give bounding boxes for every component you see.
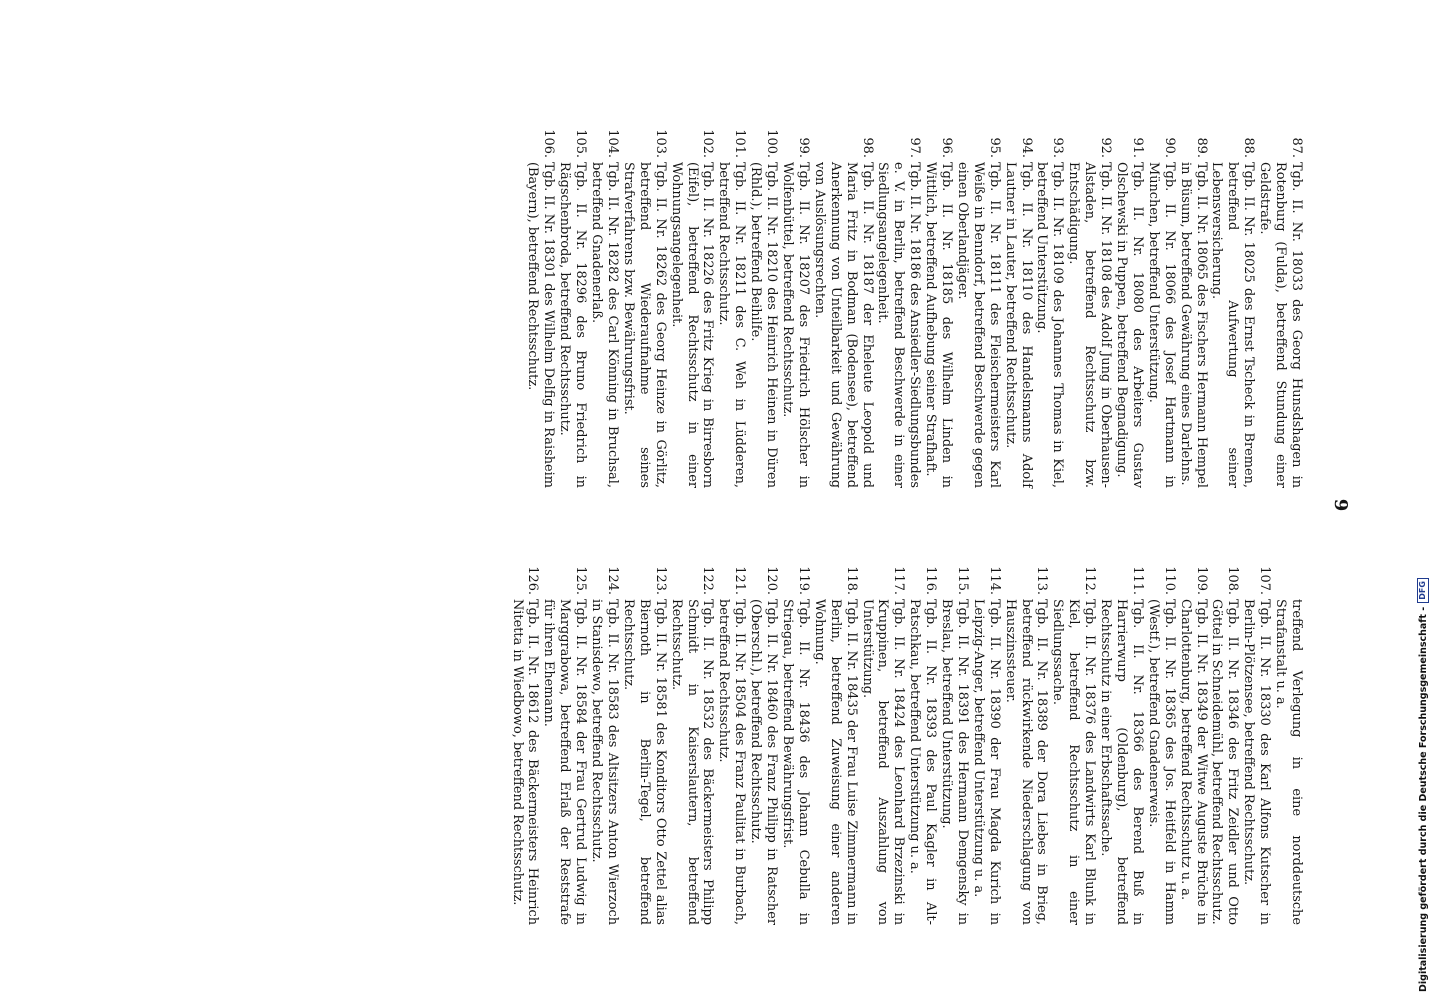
- entry-text: Tgb. II. Nr. 18109 des Johannes Thomas in Kiel, betreffend Unterstützung.: [1034, 162, 1066, 488]
- petition-entry: [922, 128, 954, 488]
- petition-entry: [715, 128, 747, 488]
- entry-number: 89.: [1193, 137, 1209, 158]
- petition-entry: [747, 128, 779, 488]
- entry-number: 115.: [954, 566, 970, 595]
- entry-text: Tgb. II. Nr. 18080 des Arbeiters Gustav Olschewski in Puppen, betreffend Begnadigung.: [1114, 162, 1145, 488]
- page-number: 9: [1330, 498, 1351, 512]
- entry-text: Tgb. II. Nr. 18025 des Ernst Tscheck in Bremen, betreffend Aufwertung seiner Lebensversicherung.: [1209, 162, 1257, 488]
- entry-number: 110.: [1161, 566, 1177, 595]
- entry-text: treffend Verlegung in eine norddeutsche Strafanstalt u. a.: [1273, 599, 1304, 925]
- petition-entry: [811, 565, 859, 925]
- entry-text: Tgb. II. Nr. 18581 des Konditors Otto Zettel alias Biernoth in Berlin-Tegel, betreffend Rechtsschutz.: [620, 599, 668, 925]
- petition-entry: [1050, 565, 1098, 925]
- entry-number: 91.: [1129, 137, 1145, 158]
- entry-text: Tgb. II. Nr. 18346 des Fritz Zeidler und Otto Göttel in Schneidemühl, betreffend Rechtsschutz.: [1209, 599, 1241, 925]
- entry-number: 101.: [732, 129, 748, 158]
- entry-number: 119.: [795, 566, 811, 595]
- entry-text: Tgb. II. Nr. 18391 des Hermann Demgensky in Breslau, betreffend Unterstützung.: [939, 599, 970, 925]
- petition-entry: [1065, 128, 1113, 488]
- entry-number: 99.: [795, 137, 811, 158]
- entry-text: Tgb. II. Nr. 18424 des Leonhard Brzezinski in Kruppinen, betreffend Auszahlung von Unterstützung.: [859, 599, 907, 925]
- petition-entry: [1145, 565, 1177, 925]
- petition-entry: [668, 565, 716, 925]
- petition-entry: [1209, 565, 1241, 925]
- entry-number: 105.: [573, 129, 589, 158]
- entry-text: Tgb. II. Nr. 18365 des Jos. Heitfeld in Hamm (Westf.), betreffend Gnadenerweis.: [1145, 599, 1177, 925]
- entry-number: 96.: [939, 137, 955, 158]
- entry-text: Tgb. II. Nr. 18296 des Bruno Friedrich in Rägschenbroda, betreffend Rechtsschutz.: [557, 162, 589, 488]
- entry-number: 121.: [732, 566, 748, 595]
- entry-number: 103.: [652, 129, 668, 158]
- petition-entry: [954, 128, 1002, 488]
- entry-number: 117.: [891, 566, 907, 595]
- entry-text: Tgb. II. Nr. 18210 des Heinrich Heinen in Düren (Rhld.), betreffend Beihilfe.: [748, 162, 780, 488]
- entry-number: 90.: [1161, 137, 1177, 158]
- entry-text: Tgb. II. Nr. 18612 des Bäckermeisters Heinrich Nitetta in Wiedbowo, betreffend Rechtsschutz.: [509, 599, 541, 925]
- petition-entry: [906, 565, 938, 925]
- petition-entry: [1034, 128, 1066, 488]
- petition-entry: [1002, 128, 1034, 488]
- entry-number: 113.: [1034, 566, 1050, 595]
- entry-text: Tgb. II. Nr. 18376 des Landwirts Karl Blunk in Kiel, betreffend Rechtsschutz in einer Siedlungssache.: [1050, 599, 1098, 925]
- entry-text: Tgb. II. Nr. 18583 des Altsitzers Anton Wierzoch in Stanisdewo, betreffend Rechtsschutz.: [589, 599, 621, 925]
- entry-text: Tgb. II. Nr. 18207 des Friedrich Hölscher in Wolfenbüttel, betreffend Rechtsschutz.: [780, 162, 811, 488]
- petition-entry: [1177, 128, 1209, 488]
- petition-entry: [1145, 128, 1177, 488]
- petition-entry: [875, 128, 923, 488]
- petition-entry: [620, 128, 668, 488]
- petition-entry: [1240, 565, 1272, 925]
- entry-text: Tgb. II. Nr. 18435 der Frau Luise Zimmermann in Berlin, betreffend Zuweisung einer anderen Wohnung.: [811, 599, 859, 926]
- petition-entry: [970, 565, 1002, 925]
- petition-entry: [668, 128, 716, 488]
- entry-text: Tgb. II. Nr. 18436 des Johann Cebulla in Striegau, betreffend Bewährungsfrist.: [780, 599, 811, 925]
- entry-text: Tgb. II. Nr. 18532 des Bäckermeisters Philipp Schmidt in Kaiserslautern, betreffend Rechtsschutz.: [668, 599, 716, 925]
- petition-entry: [556, 128, 588, 488]
- entry-text: Tgb. II. Nr. 18282 des Carl Könning in Bruchsal, betreffend Gnadenerlaß.: [589, 162, 621, 488]
- entry-text: Tgb. II. Nr. 18110 des Handelsmanns Adolf Lautner in Lauter, betreffend Rechtsschutz.: [1002, 162, 1034, 488]
- entry-number: 114.: [986, 566, 1002, 595]
- entry-text: Tgb. II. Nr. 18460 des Franz Philipp in Ratscher (Oberschl.), betreffend Rechtsschutz.: [748, 599, 780, 925]
- petition-entry: [1113, 128, 1145, 488]
- entry-number: 126.: [525, 566, 541, 595]
- entry-text: Tgb. II. Nr. 18389 der Dora Liebes in Brieg, betreffend rückwirkende Niederschlagung von Hauszinssteuer.: [1002, 599, 1050, 925]
- digitization-credit: [1416, 0, 1430, 1000]
- entry-text: Tgb. II. Nr. 18393 des Paul Kagler in Alt-Patschkau, betreffend Unterstützung u. a.: [907, 599, 939, 925]
- entry-text: Tgb. II. Nr. 18186 des Ansiedler-Siedlungsbundes e. V. in Berlin, betreffend Beschwerde in einer Siedlungsangelegenheit.: [875, 162, 923, 488]
- entry-number: 106.: [541, 129, 557, 158]
- entry-number: 116.: [923, 566, 939, 595]
- petition-entry: [779, 565, 811, 925]
- entry-number: 93.: [1050, 137, 1066, 158]
- entry-number: 100.: [764, 129, 780, 158]
- entry-text: Tgb. II. Nr. 18033 des Georg Hunsdshagen in Rotenburg (Fulda), betreffend Stundung einer Geldstrafe.: [1257, 162, 1304, 488]
- petition-entry: [588, 128, 620, 488]
- entry-text: Tgb. II. Nr. 18226 des Fritz Krieg in Birresborn (Eifel), betreffend Rechtsschutz in einer Wohnungsangelegenheit.: [668, 162, 716, 488]
- left-column: [525, 128, 1304, 488]
- petition-entry: [588, 565, 620, 925]
- entry-number: 92.: [1098, 137, 1114, 158]
- entry-text: Tgb. II. Nr. 18584 der Frau Gertrud Ludwig in Marggrabowa, betreffend Erlaß der Reststrafe für ihren Ehemann.: [541, 599, 589, 925]
- entry-number: 87.: [1289, 137, 1304, 158]
- entry-number: 120.: [764, 566, 780, 595]
- entry-text: Tgb. II. Nr. 18065 des Fischers Hermann Hempel in Büsum, betreffend Gewährung eines Darlehns.: [1177, 162, 1209, 488]
- entry-number: 112.: [1082, 566, 1098, 595]
- petition-entry: [938, 565, 970, 925]
- entry-text: Tgb. II. Nr. 18301 des Wilhelm Delfig in Raisheim (Bayern), betreffend Rechtsschutz.: [525, 162, 557, 488]
- entry-text: Tgb. II. Nr. 18349 der Witwe Auguste Brüche in Charlottenburg, betreffend Rechtsschutz u. a.: [1177, 599, 1209, 925]
- entry-number: 102.: [700, 129, 716, 158]
- petition-entry: [1209, 128, 1257, 488]
- dfg-logo: DFG: [1417, 578, 1429, 603]
- entry-number: 104.: [605, 129, 621, 158]
- petition-entry: [1256, 128, 1304, 488]
- petition-entry: [1177, 565, 1209, 925]
- entry-number: 98.: [859, 137, 875, 158]
- petition-entry: [541, 565, 589, 925]
- entry-text: Tgb. II. Nr. 18390 der Frau Magda Kurich in Leipzig-Anger, betreffend Unterstützung u. a.: [970, 599, 1002, 925]
- entry-number: 123.: [652, 566, 668, 595]
- entry-number: 122.: [700, 566, 716, 595]
- entry-text: Tgb. II. Nr. 18211 des C. Weh in Lüdderen, betreffend Rechtsschutz.: [716, 162, 748, 488]
- petition-entry: [1272, 565, 1304, 925]
- entry-number: 94.: [1018, 137, 1034, 158]
- petition-entry: [811, 128, 875, 488]
- petition-entry: [1002, 565, 1050, 925]
- entry-text: Tgb. II. Nr. 18185 des Wilhelm Linden in Wittlich, betreffend Aufhebung seiner Strafhaft.: [923, 162, 955, 488]
- digitization-credit-text: Digitalisierung gefördert durch die Deutsche Forschungsgemeinschaft -: [1417, 606, 1429, 992]
- entry-number: 108.: [1225, 566, 1241, 595]
- petition-entry: [525, 128, 557, 488]
- entry-text: Tgb. II. Nr. 18066 des Josef Hartmann in München, betreffend Unterstützung.: [1145, 162, 1177, 488]
- entry-text: Tgb. II. Nr. 18262 des Georg Heinze in Görlitz, betreffend Wiederaufnahme seines Strafverfahrens bzw. Bewährungsfrist.: [620, 162, 668, 488]
- entry-number: 111.: [1129, 566, 1145, 595]
- entry-text: Tgb. II. Nr. 18111 des Fleischermeisters Karl Weiße in Benndorf, betreffend Beschwerde gegen einen Oberlandjäger.: [954, 162, 1002, 488]
- entry-text: Tgb. II. Nr. 18187 der Eheleute Leopold und Maria Fritz in Bodman (Bodensee), betreffend Anerkennung von Unteilbarkeit und Gewährung von Auslösungsrechten.: [811, 162, 875, 488]
- petition-entry: [620, 565, 668, 925]
- entry-number: 97.: [907, 137, 923, 158]
- entry-text: Tgb. II. Nr. 18108 des Adolf Jung in Oberhausen-Alstaden, betreffend Rechtsschutz bzw. Entschädigung.: [1066, 162, 1114, 488]
- entry-number: 109.: [1193, 566, 1209, 595]
- entry-number: 118.: [843, 566, 859, 595]
- petition-entry: [859, 565, 907, 925]
- entry-number: 88.: [1241, 137, 1257, 158]
- entry-text: Tgb. II. Nr. 18330 des Karl Alfons Kutscher in Berlin-Plötzensee, betreffend Rechtsschutz.: [1241, 599, 1273, 925]
- right-column: [509, 565, 1304, 925]
- entry-number: 125.: [573, 566, 589, 595]
- petition-entry: [715, 565, 747, 925]
- entry-number: 124.: [605, 566, 621, 595]
- petition-entry: [509, 565, 541, 925]
- entry-text: Tgb. II. Nr. 18504 des Franz Paulitat in Burbach, betreffend Rechtsschutz.: [716, 599, 748, 925]
- entry-number: 107.: [1257, 566, 1273, 595]
- entry-text: Tgb. II. Nr. 18366 des Berend Buß in Harrierwurp (Oldenburg), betreffend Rechtsschutz in einer Erbschaftssache.: [1098, 599, 1145, 925]
- entry-number: 95.: [986, 137, 1002, 158]
- petition-entry: [779, 128, 811, 488]
- petition-entry: [747, 565, 779, 925]
- petition-entry: [1097, 565, 1145, 925]
